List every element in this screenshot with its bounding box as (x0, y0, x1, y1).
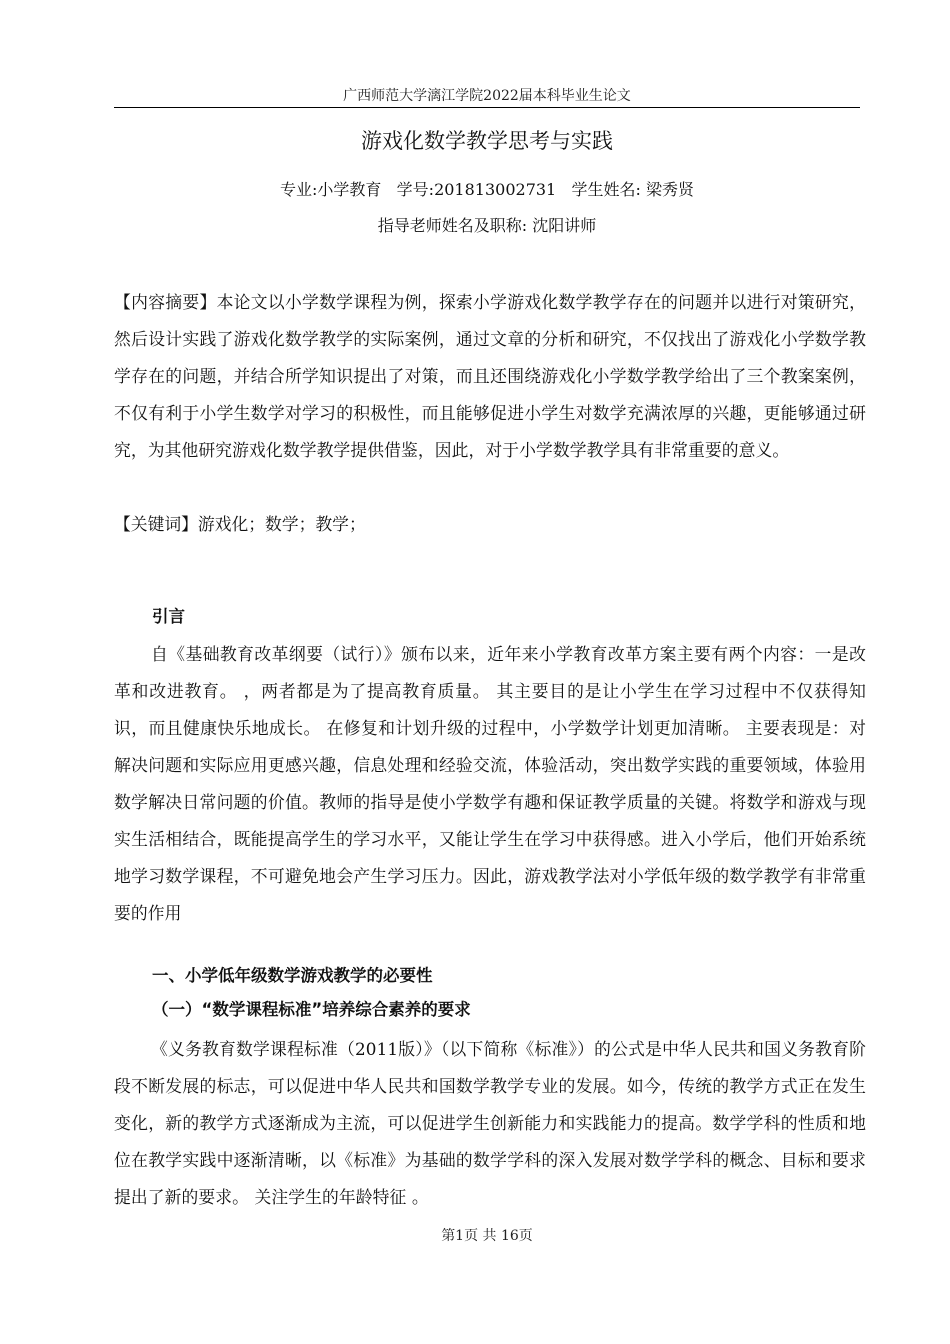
introduction-heading: 引言 (152, 607, 185, 626)
subsection-heading: （一）“数学课程标准”培养综合素养的要求 (152, 1000, 471, 1019)
section-paragraph: 《义务教育数学课程标准（2011版）》（以下简称《标准》）的公式是中华人民共和国义务教育阶段不断发展的标志，可以促进中华人民共和国数学教学专业的发展。如今，传统的教学方式正在发生变化，新的教学方式逐渐成为主流，可以促进学生创新能力和实践能力的提高。数学学科的性质和地位在教学实践中逐渐清晰，以《标准》为基础的数学学科的深入发展对数学学科的概念、目标和要求提出了新的要求。 关注学生的年龄特征 。 (114, 1039, 866, 1207)
header-divider (114, 107, 860, 108)
page-number-footer: 第1页 共 16页 (441, 1228, 533, 1244)
abstract-paragraph: 【内容摘要】本论文以小学数学课程为例，探索小学游戏化数学教学存在的问题并以进行对策研究，然后设计实践了游戏化数学教学的实际案例，通过文章的分析和研究，不仅找出了游戏化小学数学教学存在的问题，并结合所学知识提出了对策，而且还围绕游戏化小学数学教学给出了三个教案案例，不仅有利于小学生数学对学习的积极性，而且能够促进小学生对数学充满浓厚的兴趣，更能够通过研究，为其他研究游戏化数学教学提供借鉴，因此，对于小学数学教学具有非常重要的意义。 (114, 292, 866, 460)
author-info: 专业:小学教育 学号:201813002731 学生姓名: 梁秀贤 (280, 180, 694, 199)
advisor-info: 指导老师姓名及职称: 沈阳讲师 (377, 216, 597, 235)
introduction-paragraph: 自《基础教育改革纲要（试行）》颁布以来，近年来小学教育改革方案主要有两个内容：一是改革和改进教育。 ，两者都是为了提高教育质量。 其主要目的是让小学生在学习过程中不仅获得知识，而且健康快乐地成长。 在修复和计划升级的过程中，小学数学计划更加清晰。 主要表现是：对解决问题和实际应用更感兴趣，信息处理和经验交流，体验活动，突出数学实践的重要领域，体验用数学解决日常问题的价值。教师的指导是使小学数学有趣和保证教学质量的关键。将数学和游戏与现实生活相结合，既能提高学生的学习水平，又能让学生在学习中获得感。进入小学后，他们开始系统地学习数学课程，不可避免地会产生学习压力。因此，游戏教学法对小学低年级的数学教学有非常重要的作用 (114, 644, 866, 923)
running-header: 广西师范大学漓江学院2022届本科毕业生论文 (343, 88, 631, 104)
section-heading: 一、小学低年级数学游戏教学的必要性 (152, 966, 433, 985)
paper-title: 游戏化数学教学思考与实践 (361, 129, 613, 153)
keywords-line: 【关键词】游戏化；数学；教学； (114, 514, 366, 534)
